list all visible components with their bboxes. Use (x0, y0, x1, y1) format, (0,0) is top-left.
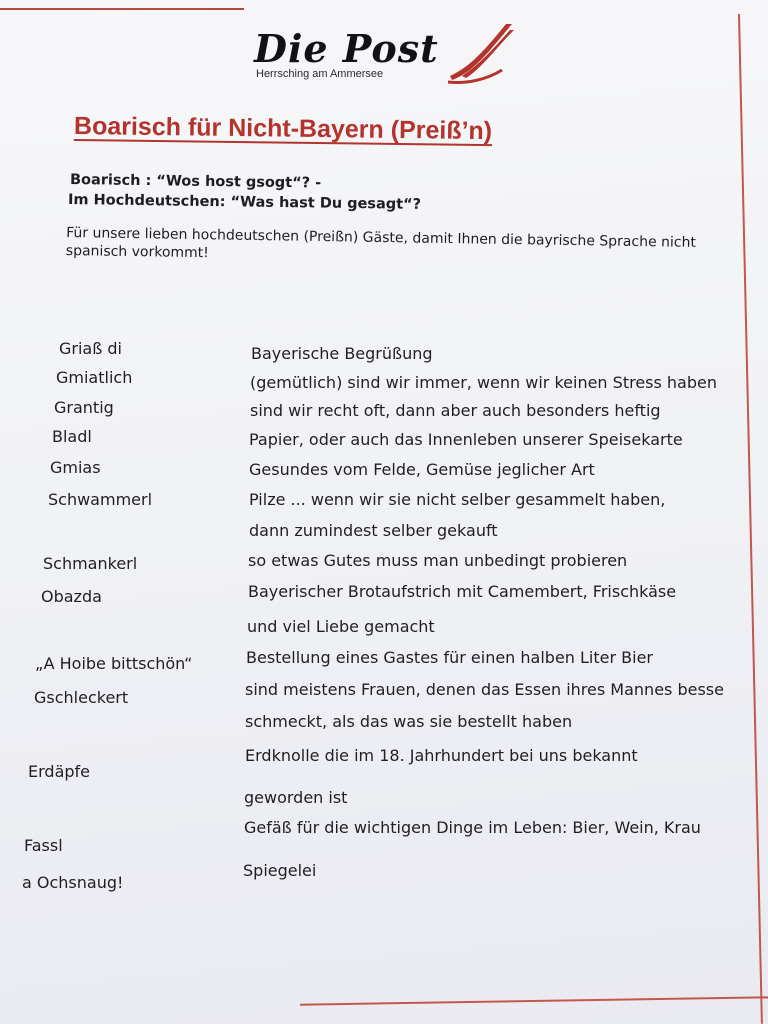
glossary-definition: sind wir recht oft, dann aber auch besonders heftig (250, 401, 661, 420)
glossary-definition: Gesundes vom Felde, Gemüse jeglicher Art (249, 460, 595, 479)
intro-line-2: Im Hochdeutschen: “Was hast Du gesagt“? (67, 192, 422, 213)
glossary-term: Gmias (50, 458, 101, 477)
glossary-term: Fassl (24, 836, 63, 855)
glossary-definition: so etwas Gutes muss man unbedingt probieren (248, 551, 628, 570)
glossary-definition: geworden ist (244, 788, 348, 807)
glossary-definition: und viel Liebe gemacht (247, 617, 435, 636)
logo-swoosh-icon (446, 20, 516, 86)
glossary-term: Gmiatlich (56, 368, 133, 387)
glossary-definition: sind meistens Frauen, denen das Essen ihres Mannes besse (245, 680, 724, 699)
glossary-term: Schwammerl (48, 490, 153, 509)
glossary-definition: dann zumindest selber gekauft (249, 521, 498, 540)
glossary-definition: schmeckt, als das was sie bestellt haben (245, 712, 573, 731)
glossary-definition: Bestellung eines Gastes für einen halben Liter Bier (246, 648, 653, 667)
glossary-definition: Erdknolle die im 18. Jahrhundert bei uns bekannt (245, 746, 638, 765)
glossary-term: Grantig (54, 398, 114, 417)
glossary-term: Erdäpfe (28, 762, 90, 781)
intro-note: Für unsere lieben hochdeutschen (Preißn) Gäste, damit Ihnen die bayrische Sprache nicht spanisch vorkommt! (65, 225, 697, 262)
glossary-definition: Pilze ... wenn wir sie nicht selber gesammelt haben, (249, 490, 666, 509)
glossary-definition: Bayerische Begrüßung (251, 344, 433, 363)
frame-line-right (738, 14, 763, 1024)
glossary-term: Griaß di (59, 339, 122, 358)
restaurant-logo (250, 20, 520, 90)
glossary-term: Obazda (41, 587, 102, 606)
glossary-term: Bladl (52, 427, 92, 446)
glossary-term: „A Hoibe bittschön“ (35, 654, 193, 673)
frame-line-bottom (300, 996, 768, 1005)
page-title: Boarisch für Nicht-Bayern (Preiß’n) (73, 112, 493, 146)
frame-line-top (0, 8, 244, 10)
glossary-definition: (gemütlich) sind wir immer, wenn wir keinen Stress haben (250, 373, 717, 392)
logo-subtitle: Herrsching am Ammersee (256, 68, 384, 80)
glossary-term: a Ochsnaug! (22, 873, 124, 892)
glossary-definition: Gefäß für die wichtigen Dinge im Leben: Bier, Wein, Krau (244, 818, 701, 837)
logo-name: Die Post (254, 26, 439, 71)
glossary-definition: Papier, oder auch das Innenleben unserer Speisekarte (249, 430, 683, 449)
glossary-term: Gschleckert (34, 688, 129, 707)
glossary-definition: Bayerischer Brotaufstrich mit Camembert, Frischkäse (248, 582, 677, 601)
glossary-term: Schmankerl (43, 554, 138, 573)
glossary-definition: Spiegelei (243, 861, 317, 880)
intro-line-1: Boarisch : “Wos host gsogt“? - (69, 172, 322, 192)
